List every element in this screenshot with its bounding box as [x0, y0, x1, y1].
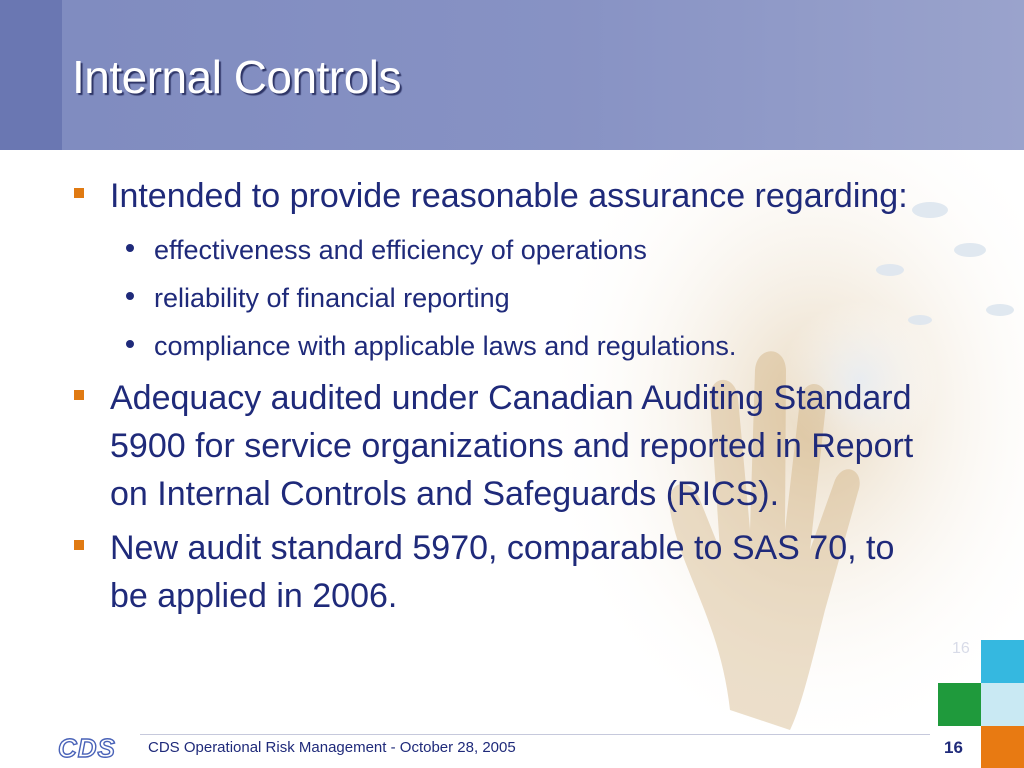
decor-square-orange	[981, 726, 1024, 768]
bullet-item	[70, 172, 930, 220]
round-bullet-icon	[126, 244, 134, 252]
footer-text: CDS Operational Risk Management - October 28, 2005	[148, 739, 516, 756]
bullet-text: Intended to provide reasonable assurance regarding:	[110, 177, 908, 215]
sub-bullet-item	[70, 274, 930, 322]
sub-bullet-text: effectiveness and efficiency of operations	[154, 235, 647, 265]
bullet-item	[70, 524, 930, 620]
sub-bullet-item	[70, 322, 930, 370]
square-bullet-icon	[74, 390, 84, 400]
bullet-item	[70, 374, 930, 518]
title-band	[0, 0, 1024, 150]
square-bullet-icon	[74, 540, 84, 550]
bullet-text: New audit standard 5970, comparable to SAS 70, to be applied in 2006.	[110, 529, 895, 615]
sub-bullet-item	[70, 226, 930, 274]
cds-logo	[56, 733, 130, 763]
sub-bullet-text: compliance with applicable laws and regulations.	[154, 331, 737, 361]
faint-page-number: 16	[952, 640, 970, 657]
page-number: 16	[944, 738, 963, 757]
decor-square-cyan	[981, 640, 1024, 683]
square-bullet-icon	[74, 188, 84, 198]
svg-text:CDS: CDS	[58, 733, 116, 763]
sub-bullet-list	[70, 226, 930, 370]
round-bullet-icon	[126, 292, 134, 300]
title-band-strip	[0, 0, 62, 150]
slide-title: Internal Controls	[72, 51, 401, 103]
decor-square-green	[938, 683, 981, 726]
footer-divider	[140, 734, 930, 735]
decor-square-light-cyan	[981, 683, 1024, 726]
round-bullet-icon	[126, 340, 134, 348]
bullet-text: Adequacy audited under Canadian Auditing Standard 5900 for service organizations and reported in Report on Internal Controls and Safeguards (RICS).	[110, 379, 914, 513]
sub-bullet-text: reliability of financial reporting	[154, 283, 510, 313]
slide-body	[70, 172, 930, 626]
